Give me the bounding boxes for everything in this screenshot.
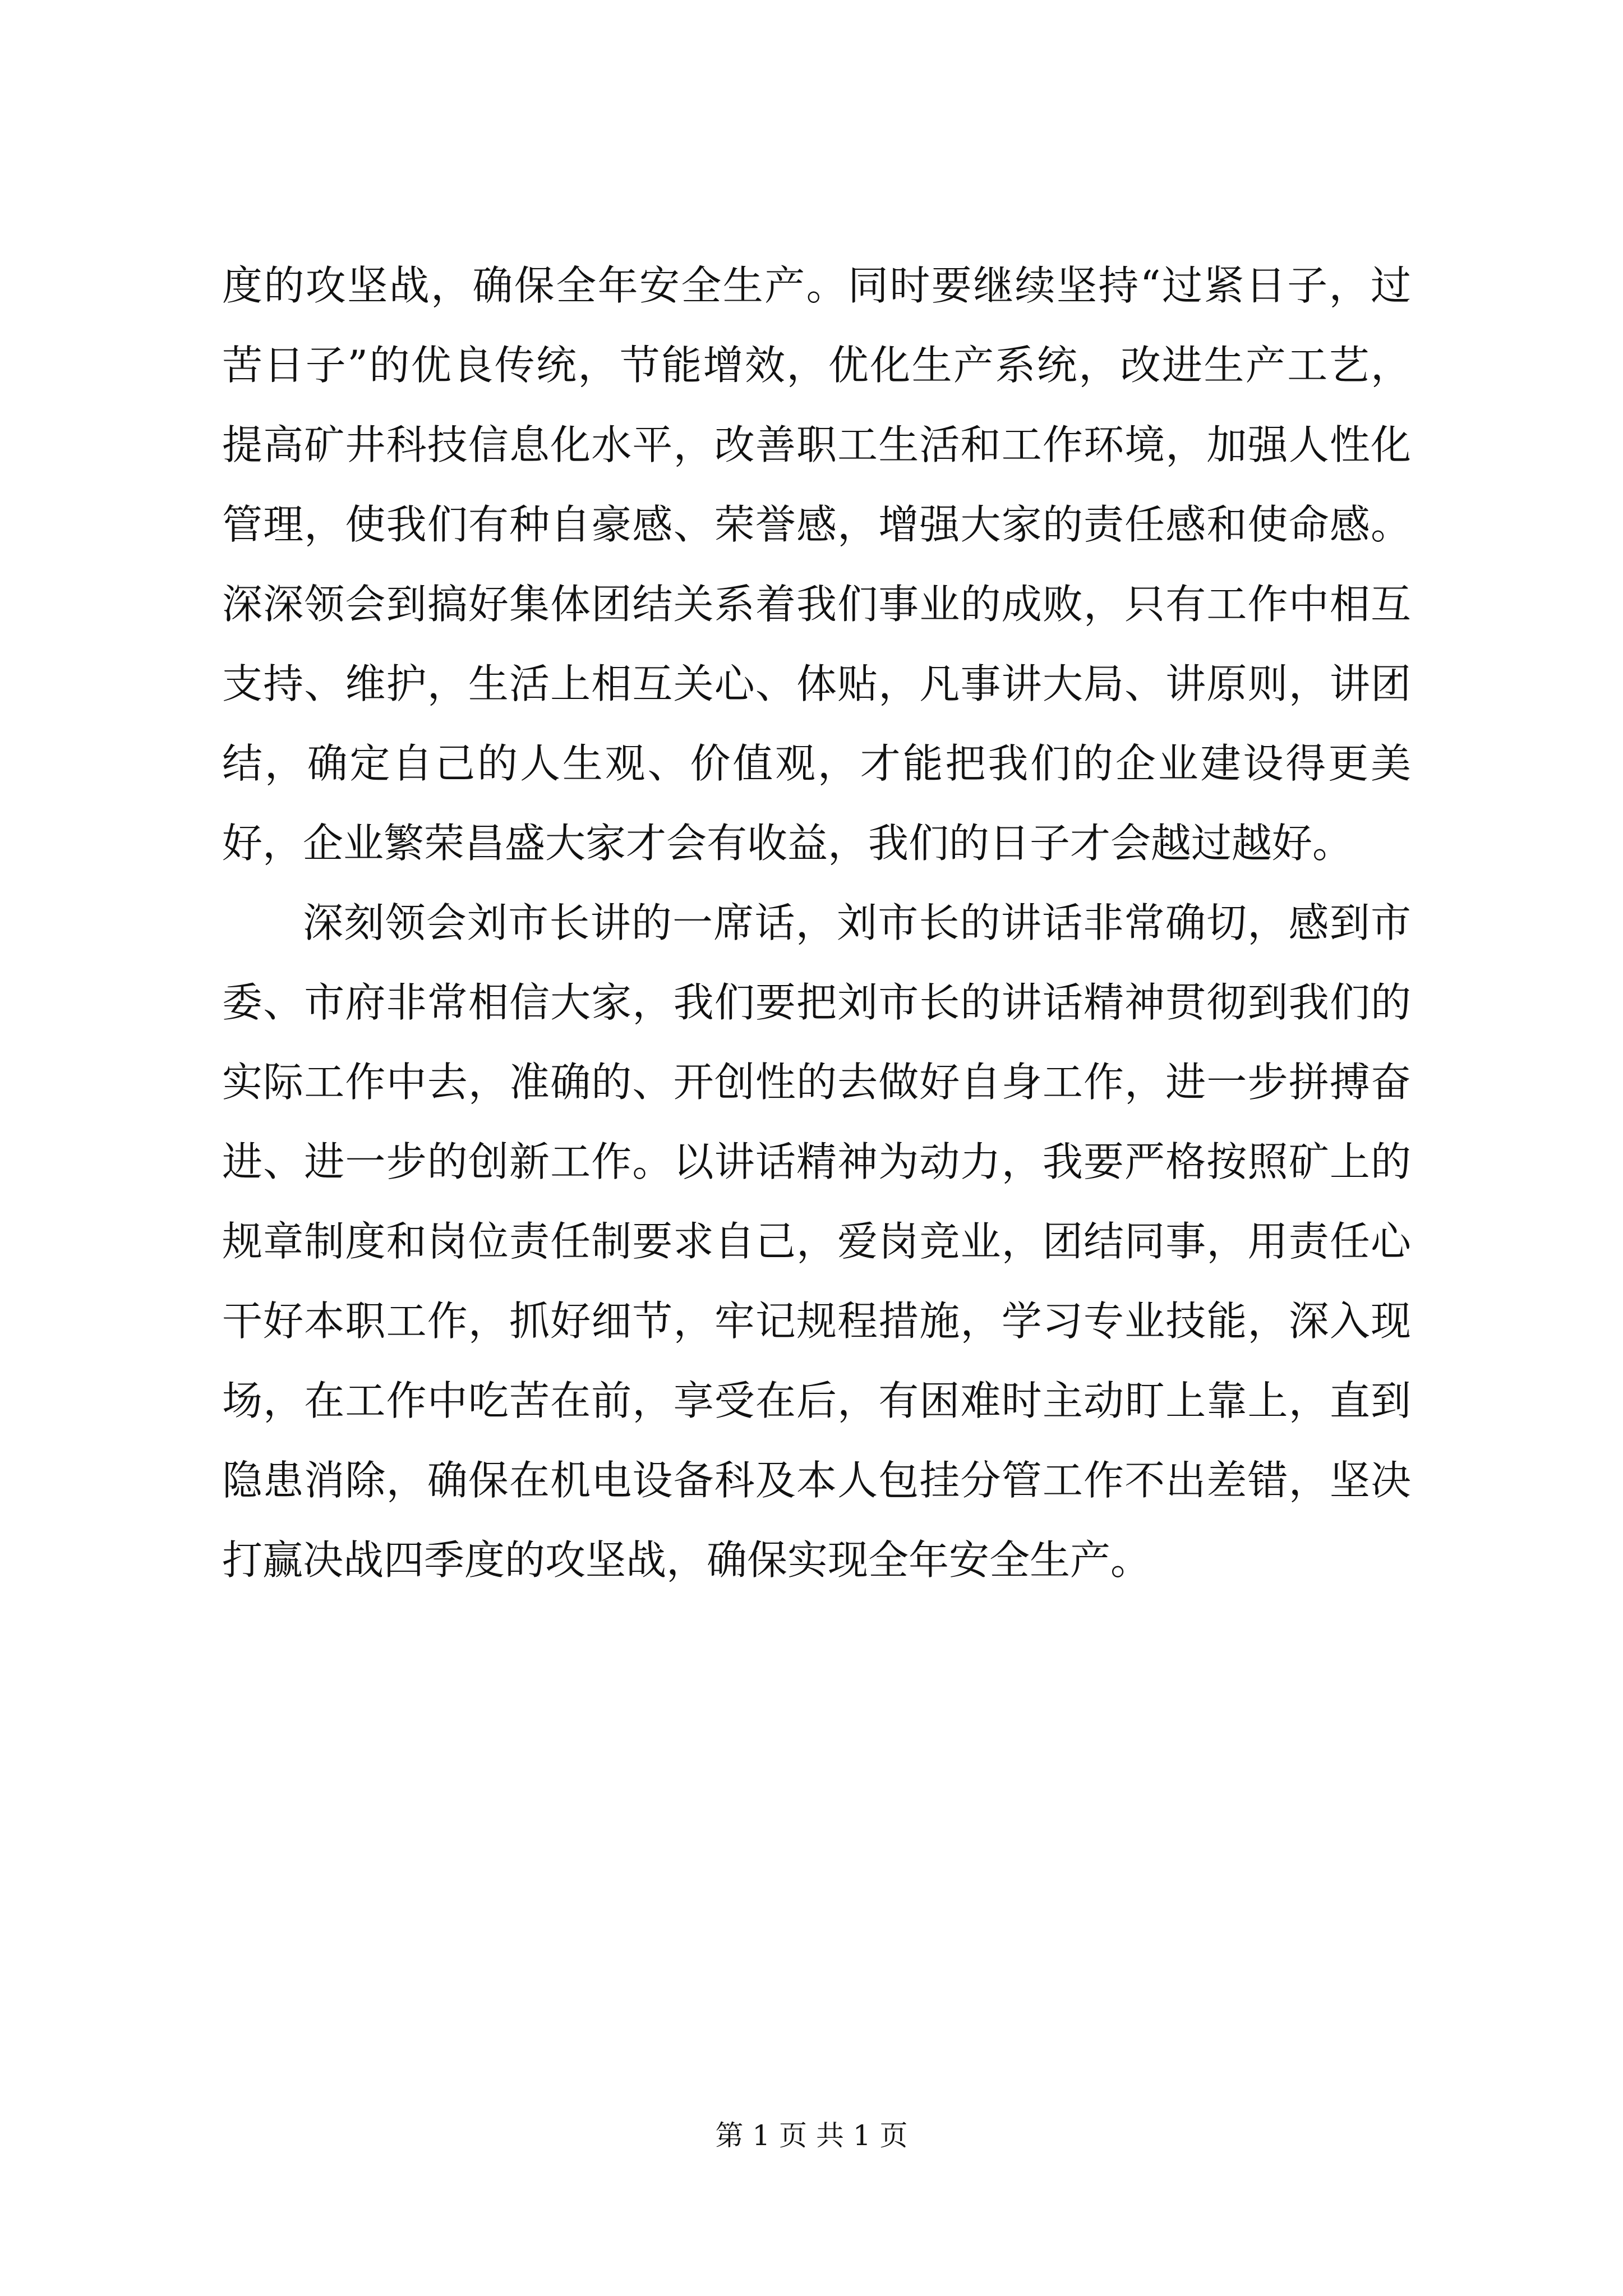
paragraph-continuation: 度的攻坚战，确保全年安全生产。同时要继续坚持“过紧日子，过苦日子”的优良传统，节能增效，优化生产系统，改进生产工艺，提高矿井科技信息化水平，改善职工生活和工作环境，加强人性化管理，使我们有种自豪感、荣誉感，增强大家的责任感和使命感。深深领会到搞好集体团结关系着我们事业的成败，只有工作中相互支持、维护，生活上相互关心、体贴，凡事讲大局、讲原则，讲团结，确定自己的人生观、价值观，才能把我们的企业建设得更美好，企业繁荣昌盛大家才会有收益，我们的日子才会越过越好。	[222, 262, 1411, 867]
paragraph-second: 深刻领会刘市长讲的一席话，刘市长的讲话非常确切，感到市委、市府非常相信大家，我们要把刘市长的讲话精神贯彻到我们的实际工作中去，准确的、开创性的去做好自身工作，进一步拼搏奋进、进一步的创新工作。以讲话精神为动力，我要严格按照矿上的规章制度和岗位责任制要求自己，爱岗竞业，团结同事，用责任心干好本职工作，抓好细节，牢记规程措施，学习专业技能，深入现场，在工作中吃苦在前，享受在后，有困难时主动盯上靠上，直到隐患消除，确保在机电设备科及本人包挂分管工作不出差错，坚决打赢决战四季度的攻坚战，确保实现全年安全生产。	[222, 899, 1411, 1584]
document-body	[222, 246, 1411, 1600]
page-footer: 第 1 页 共 1 页	[715, 2119, 908, 2152]
